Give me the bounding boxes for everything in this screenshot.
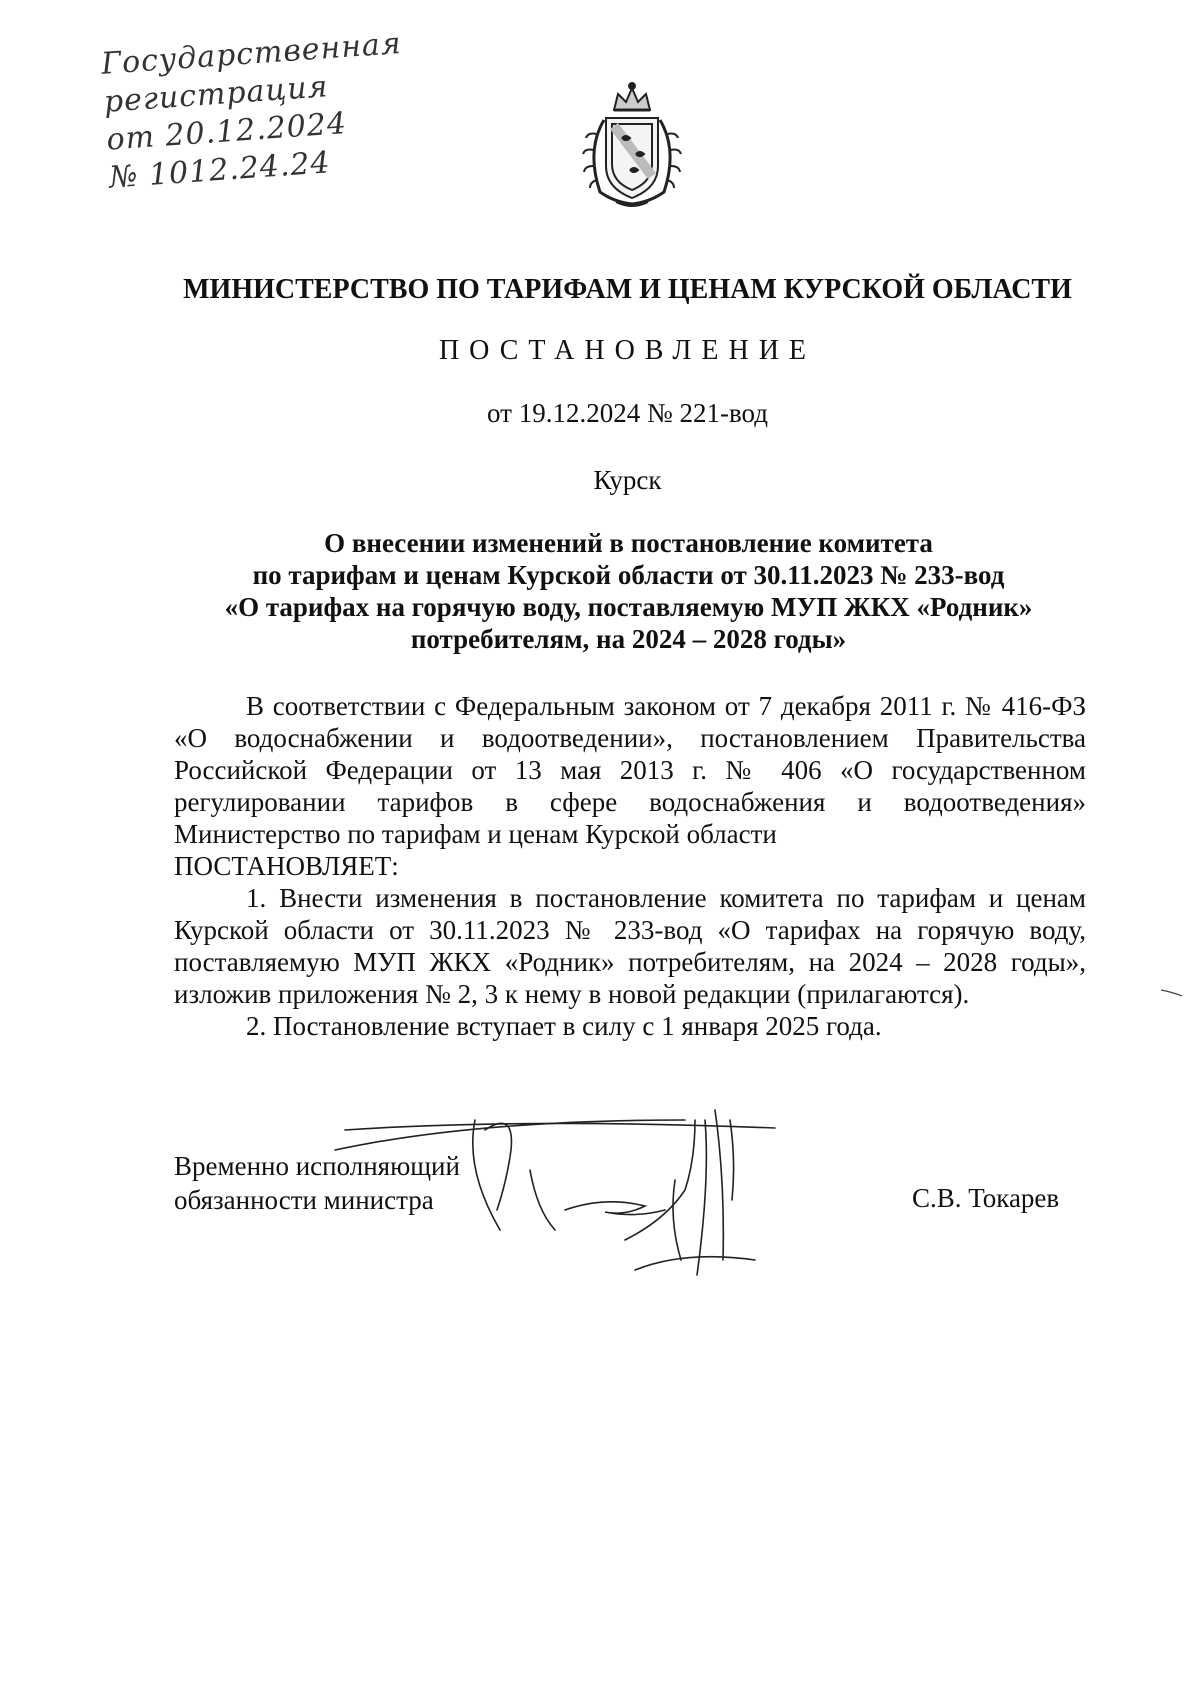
subject-line: по тарифам и ценам Курской области от 30.11.2023 № 233-вод — [252, 560, 1005, 590]
registration-note-line: Государственная — [100, 26, 403, 82]
signatory-position — [174, 1149, 460, 1217]
item-paragraph-2: 2. Постановление вступает в силу с 1 января 2025 года. — [246, 1011, 882, 1041]
item-paragraph-1: 1. Внести изменения в постановление комитета по тарифам и ценам Курской области от 30.11.2023 № 233-вод «О тарифах на горячую воду, поставляемую МУП ЖКХ «Родник» потребителям, на 2024 – 2028 годы», изложив приложения № 2, 3 к нему в новой редакции (прилагаются). — [174, 883, 1086, 1009]
coat-of-arms-icon — [566, 80, 698, 210]
subject-line: О внесении изменений в постановление комитета — [324, 528, 933, 558]
subject-line: потребителям, на 2024 – 2028 годы» — [410, 624, 847, 654]
scan-artifact-mark — [1160, 988, 1184, 998]
signatory-position-line: обязанности министра — [174, 1185, 434, 1215]
registration-handwritten-note — [100, 25, 410, 198]
subject-line: «О тарифах на горячую воду, поставляемую МУП ЖКХ «Родник» — [224, 592, 1033, 622]
registration-note-line: № 1012.24.24 — [108, 145, 332, 196]
decree-word: ПОСТАНОВЛЯЕТ: — [174, 851, 399, 881]
ministry-title: МИНИСТЕРСТВО ПО ТАРИФАМ И ЦЕНАМ КУРСКОЙ ОБЛАСТИ — [183, 274, 1072, 305]
signatory-name: С.В. Токарев — [912, 1183, 1060, 1213]
signatory-position-line: Временно исполняющий — [174, 1151, 460, 1181]
document-subject — [170, 527, 1087, 655]
document-body — [174, 690, 1086, 1042]
document-type: ПОСТАНОВЛЕНИЕ — [438, 335, 817, 366]
registration-note-line: от 20.12.2024 — [105, 106, 349, 158]
registration-note-line: регистрация — [102, 69, 330, 120]
document-city: Курск — [593, 465, 662, 495]
preamble-paragraph: В соответствии с Федеральным законом от 7 декабря 2011 г. № 416-ФЗ «О водоснабжении и водоотведении», постановлением Правительства Российской Федерации от 13 мая 2013 г. № 406 «О государственном регулировании тарифов в сфере водоснабжения и водоотведения» Министерство по тарифам и ценам Курской области — [174, 691, 1086, 849]
document-number: от 19.12.2024 № 221-вод — [487, 398, 768, 428]
